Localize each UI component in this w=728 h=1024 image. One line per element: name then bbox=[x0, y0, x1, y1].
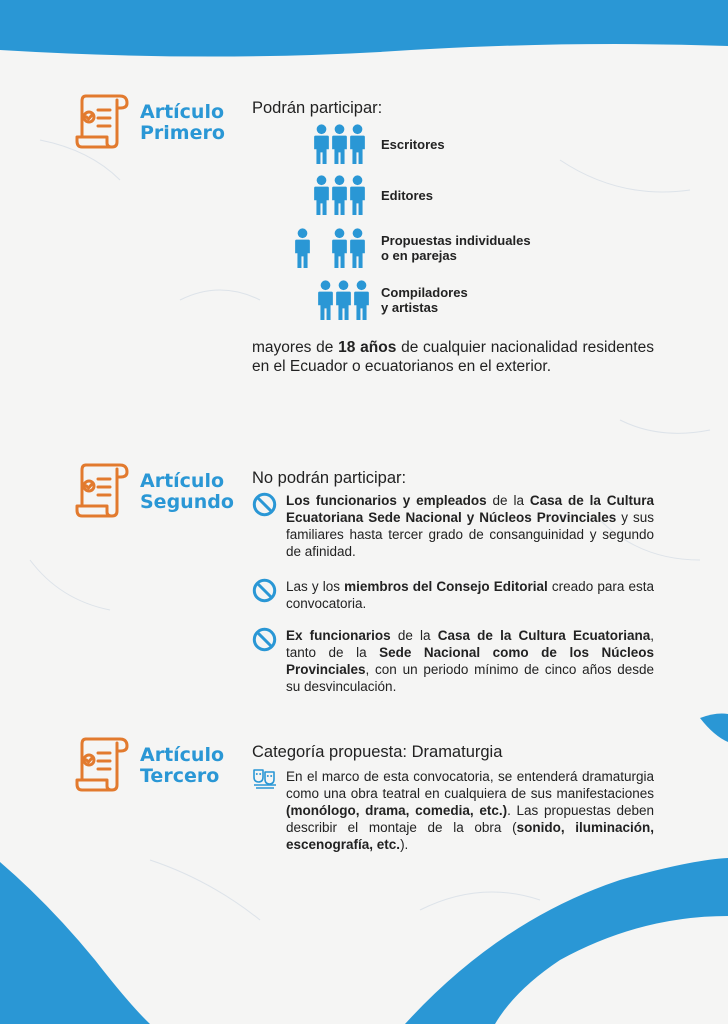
participant-compiladores bbox=[318, 280, 468, 320]
participant-label: Editores bbox=[381, 187, 434, 203]
prohibited-icon bbox=[252, 578, 277, 603]
article-primero-paragraph: mayores de 18 años de cualquier nacionalidad residentes en el Ecuador o ecuatorianos en el exterior. bbox=[252, 339, 654, 375]
article-tercero-heading: Categoría propuesta: Dramaturgia bbox=[252, 743, 503, 761]
article-primero-heading: Podrán participar: bbox=[252, 99, 383, 117]
exclusion-text: Las y los miembros del Consejo Editorial creado para esta convocatoria. bbox=[286, 579, 654, 611]
participant-escritores bbox=[314, 124, 445, 164]
participant-individuales bbox=[295, 228, 531, 268]
exclusion-text: Los funcionarios y empleados de la Casa de la Cultura Ecuatoriana Sede Nacional y Núcleos Provinciales y sus familiares hasta tercer grado de consanguinidad y segundo de afinidad. bbox=[286, 493, 654, 559]
article-tercero-paragraph: En el marco de esta convocatoria, se entenderá dramaturgia como una obra teatral en cualquiera de sus manifestaciones (monólogo, drama, comedia, etc.). Las propuestas deben describir el montaje de la obra (sonido, iluminación, escenografía, etc.). bbox=[286, 769, 654, 852]
exclusion-text: Ex funcionarios de la Casa de la Cultura Ecuatoriana, tanto de la Sede Nacional como de los Núcleos Provinciales, con un periodo mínimo de cinco años desde su desvinculación. bbox=[286, 628, 654, 694]
document-check-icon bbox=[74, 459, 132, 519]
article-primero-title: Artículo Primero bbox=[140, 101, 225, 144]
article-segundo-title: Artículo Segundo bbox=[140, 470, 234, 513]
participant-label: Propuestas individuales o en parejas bbox=[381, 233, 531, 263]
individual-and-pair-icon bbox=[295, 228, 365, 268]
prohibited-icon bbox=[252, 492, 277, 517]
theater-masks-icon bbox=[252, 768, 278, 790]
article-tercero-title: Artículo Tercero bbox=[140, 744, 225, 787]
article-segundo-heading: No podrán participar: bbox=[252, 469, 407, 487]
document-check-icon bbox=[74, 90, 132, 150]
prohibited-icon bbox=[252, 627, 277, 652]
participant-label: Escritores bbox=[381, 136, 445, 152]
group-of-three-icon bbox=[318, 280, 369, 320]
group-of-three-icon bbox=[314, 124, 365, 164]
participant-editores bbox=[314, 175, 433, 215]
document-check-icon bbox=[74, 733, 132, 793]
group-of-three-icon bbox=[314, 175, 365, 215]
participant-label: Compiladores y artistas bbox=[381, 285, 468, 315]
